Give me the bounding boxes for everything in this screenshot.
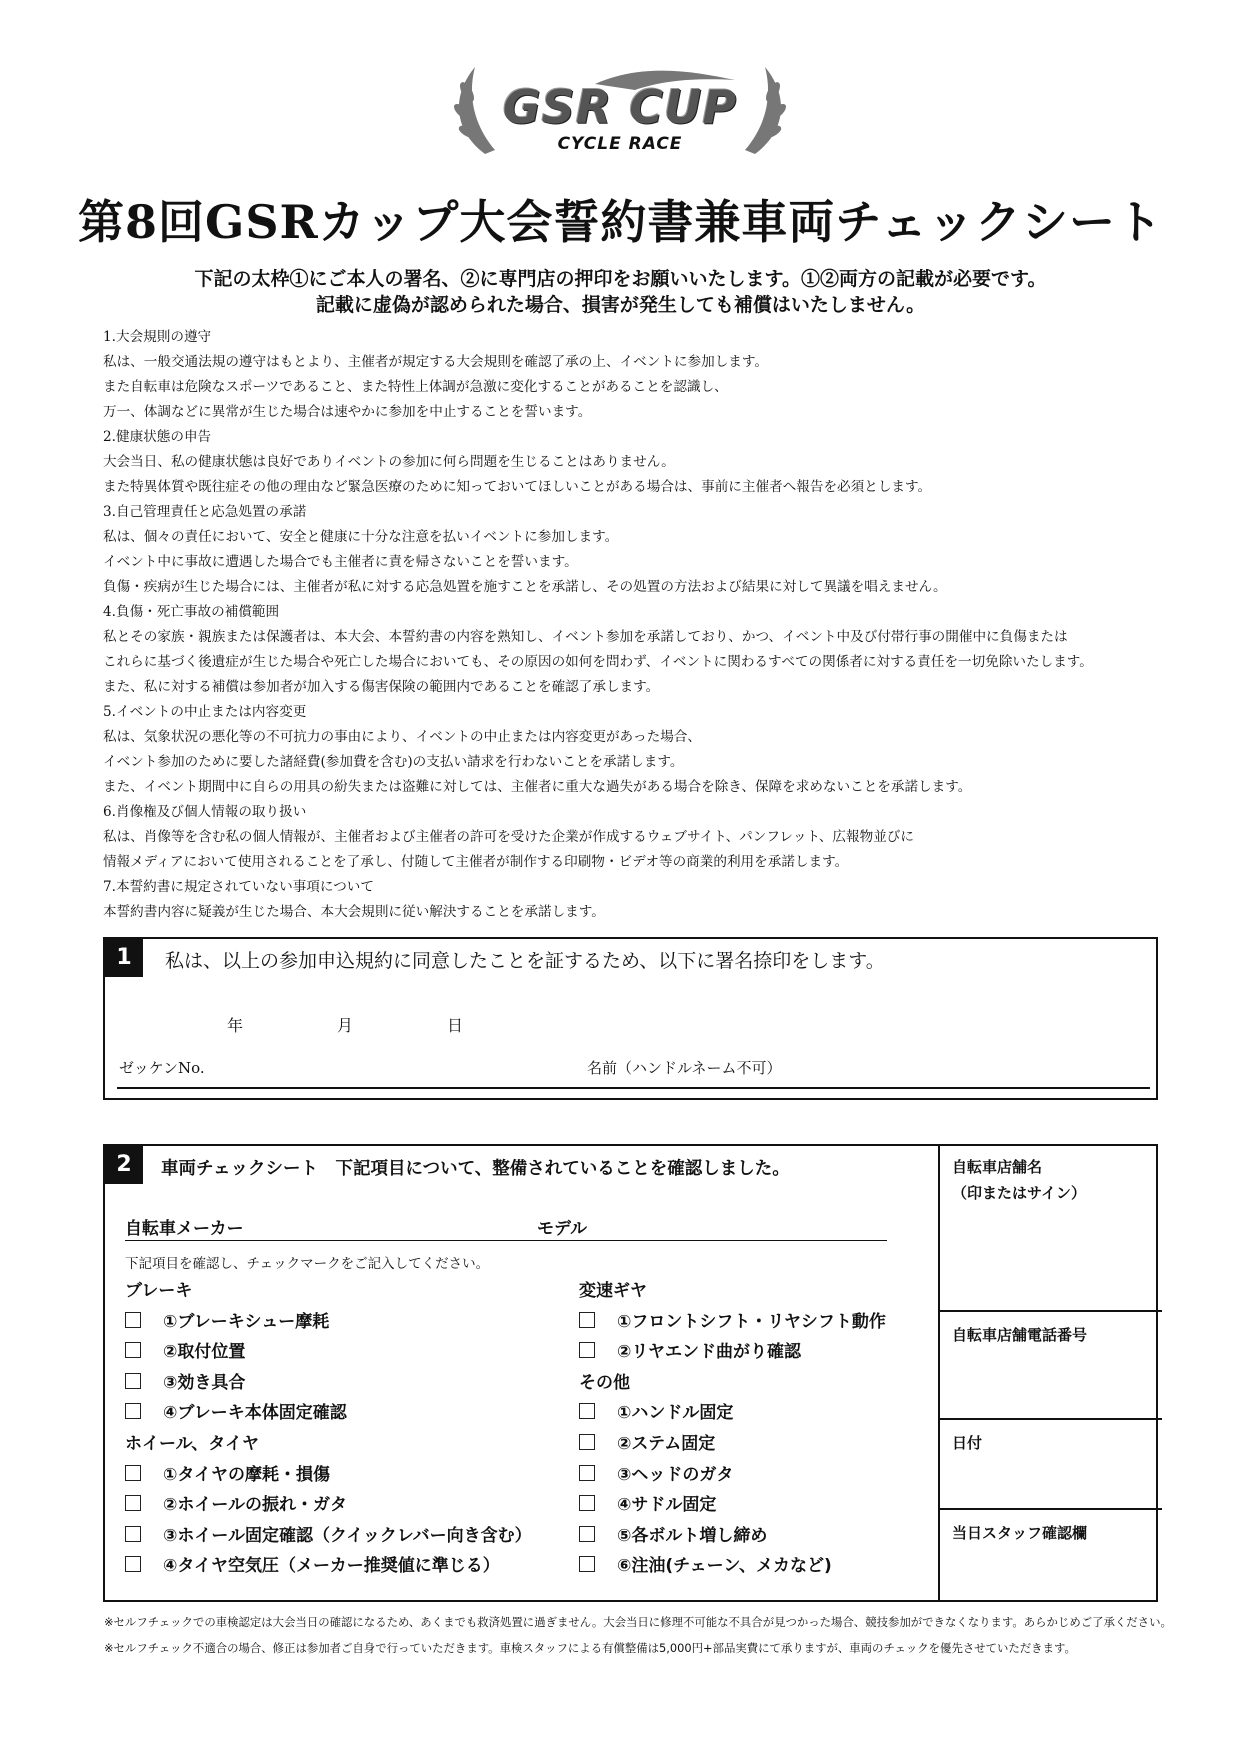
checkbox[interactable] [579, 1526, 595, 1542]
checklist-item-label: ③効き具合 [163, 1372, 246, 1393]
checklist-category: ブレーキ [125, 1281, 193, 1301]
checkbox[interactable] [125, 1403, 141, 1419]
checkbox[interactable] [125, 1465, 141, 1481]
subtitle-line-2: 記載に虚偽が認められた場合、損害が発生しても補償はいたしません。 [315, 294, 926, 316]
checklist-item[interactable] [125, 1307, 532, 1338]
terms-heading: 4.負傷・死亡事故の補償範囲 [103, 604, 280, 620]
checklist-item-label: ④サドル固定 [617, 1495, 717, 1516]
checklist-item-label: ②取付位置 [163, 1342, 246, 1363]
section-number-badge: 2 [105, 1146, 143, 1184]
terms-line: 私は、肖像等を含む私の個人情報が、主催者および主催者の許可を受けた企業が作成するウェブサイト、パンフレット、広報物並びに [103, 829, 914, 845]
checklist-item[interactable] [125, 1460, 532, 1491]
checklist-item[interactable] [579, 1398, 886, 1429]
section-number-badge: 1 [105, 939, 143, 977]
terms-heading: 1.大会規則の遵守 [103, 329, 212, 345]
terms-line: 本誓約書内容に疑義が生じた場合、本大会規則に従い解決することを承諾します。 [103, 904, 605, 920]
terms-line: 大会当日、私の健康状態は良好でありイベントの参加に何ら問題を生じることはありません。 [103, 454, 675, 470]
shop-confirmation-column [938, 1144, 1162, 1602]
checkbox[interactable] [125, 1342, 141, 1358]
checkbox[interactable] [125, 1526, 141, 1542]
checklist-item-label: ④ブレーキ本体固定確認 [163, 1403, 347, 1424]
subtitle-line-1: 下記の太枠①にご本人の署名、②に専門店の押印をお願いいたします。①②両方の記載が必要です。 [194, 268, 1047, 290]
terms-line: イベント中に事故に遭遇した場合でも主催者に責を帰さないことを誓います。 [103, 554, 578, 570]
checklist-item[interactable] [125, 1368, 532, 1399]
bib-number-field[interactable]: ゼッケンNo. [119, 1059, 205, 1077]
checklist-item[interactable] [579, 1460, 886, 1491]
footnote-1: ※セルフチェックでの車検認定は大会当日の確認になるため、あくまでも救済処置に過ぎません。大会当日に修理不可能な不具合が見つかった場合、競技参加ができなくなります。あらかじめご了承ください。 [104, 1615, 1172, 1629]
shop-phone-cell[interactable] [940, 1312, 1162, 1420]
checkbox[interactable] [579, 1556, 595, 1572]
terms-line: 私とその家族・親族または保護者は、本大会、本誓約書の内容を熟知し、イベント参加を承諾しており、かつ、イベント中及び付帯行事の開催中に負傷または [103, 629, 1068, 645]
year-field[interactable]: 年 [227, 1016, 244, 1035]
terms-line: また、私に対する補償は参加者が加入する傷害保険の範囲内であることを確認了承します。 [103, 679, 660, 695]
bike-maker-field[interactable]: 自転車メーカー [125, 1219, 244, 1239]
maker-underline [125, 1240, 887, 1241]
checklist-item[interactable] [579, 1429, 886, 1460]
checklist-item[interactable] [125, 1398, 532, 1429]
checklist-item[interactable] [125, 1337, 532, 1368]
checklist-item-label: ②リヤエンド曲がり確認 [617, 1342, 802, 1363]
checkbox[interactable] [579, 1495, 595, 1511]
staff-check-label: 当日スタッフ確認欄 [952, 1524, 1088, 1542]
terms-line: 私は、一般交通法規の遵守はもとより、主催者が規定する大会規則を確認了承の上、イベントに参加します。 [103, 354, 769, 370]
checkbox[interactable] [125, 1556, 141, 1572]
terms-heading: 5.イベントの中止または内容変更 [103, 704, 307, 720]
check-column-right [579, 1276, 886, 1582]
checkbox[interactable] [579, 1342, 595, 1358]
checklist-item-label: ②ステム固定 [617, 1433, 716, 1454]
terms-heading: 2.健康状態の申告 [103, 429, 212, 445]
checkbox[interactable] [125, 1495, 141, 1511]
checkbox[interactable] [579, 1312, 595, 1328]
checklist-category: ホイール、タイヤ [125, 1433, 259, 1454]
checklist-item[interactable] [579, 1551, 886, 1582]
terms-line: また自転車は危険なスポーツであること、また特性上体調が急激に変化することがあることを認識し、 [103, 379, 728, 395]
shop-phone-label: 自転車店舗電話番号 [952, 1326, 1088, 1344]
terms-line: 情報メディアにおいて使用されることを了承し、付随して主催者が制作する印刷物・ビデオ等の商業的利用を承諾します。 [103, 854, 849, 870]
vehicle-check-heading: 車両チェックシート 下記項目について、整備されていることを確認しました。 [161, 1159, 790, 1179]
terms-line: 万一、体調などに異常が生じた場合は速やかに参加を中止することを誓います。 [103, 404, 592, 420]
checklist-item-label: ①ハンドル固定 [617, 1403, 734, 1424]
checkbox[interactable] [579, 1465, 595, 1481]
date-label: 日付 [952, 1434, 983, 1452]
checklist-item-label: ③ホイール固定確認（クイックレバー向き含む） [163, 1525, 532, 1546]
checkbox[interactable] [579, 1403, 595, 1419]
checklist-item-label: ①ブレーキシュー摩耗 [163, 1311, 330, 1332]
terms-line: これらに基づく後遺症が生じた場合や死亡した場合においても、その原因の如何を問わず、イベントに関わるすべての関係者に対する責任を一切免除いたします。 [103, 654, 1093, 670]
name-field[interactable]: 名前（ハンドルネーム不可） [587, 1059, 782, 1077]
checklist-item-label: ①タイヤの摩耗・損傷 [163, 1464, 331, 1485]
agreement-statement: 私は、以上の参加申込規約に同意したことを証するため、以下に署名捺印をします。 [165, 950, 885, 972]
signature-section [103, 937, 1158, 1100]
vehicle-check-section [103, 1144, 1158, 1602]
terms-line: また特異体質や既往症その他の理由など緊急医療のために知っておいてほしいことがある場合は、事前に主催者へ報告を必須とします。 [103, 479, 932, 495]
checklist-item-label: ⑥注油(チェーン、メカなど) [617, 1556, 832, 1577]
checkbox[interactable] [125, 1373, 141, 1389]
checklist-item-label: ③ヘッドのガタ [617, 1464, 734, 1485]
terms-heading: 6.肖像権及び個人情報の取り扱い [103, 804, 307, 820]
month-field[interactable]: 月 [337, 1016, 354, 1035]
shop-name-cell[interactable] [940, 1144, 1162, 1312]
staff-check-cell[interactable] [940, 1510, 1162, 1602]
checklist-category: 変速ギヤ [579, 1281, 647, 1301]
checkbox[interactable] [125, 1312, 141, 1328]
checklist-item[interactable] [579, 1307, 886, 1338]
terms-line: また、イベント期間中に自らの用具の紛失または盗難に対しては、主催者に重大な過失がある場合を除き、保障を求めないことを承諾します。 [103, 779, 972, 795]
checkbox[interactable] [579, 1434, 595, 1450]
terms-text [103, 325, 1213, 925]
checklist-item-label: ⑤各ボルト増し締め [617, 1525, 768, 1546]
checklist-item-label: ①フロントシフト・リヤシフト動作 [617, 1311, 886, 1332]
checklist-category: その他 [579, 1372, 630, 1393]
terms-line: 私は、個々の責任において、安全と健康に十分な注意を払いイベントに参加します。 [103, 529, 619, 545]
shop-name-label: 自転車店舗名 [952, 1158, 1043, 1176]
logo-text: GSR CUP [502, 80, 738, 134]
check-column-left [125, 1276, 532, 1582]
footnote-2: ※セルフチェック不適合の場合、修正は参加者ご自身で行っていただきます。車検スタッフによる有償整備は5,000円+部品実費にて承りますが、車両のチェックを優先させていただきます。 [104, 1641, 1076, 1655]
logo-subtext: CYCLE RACE [557, 134, 683, 154]
check-instruction: 下記項目を確認し、チェックマークをご記入してください。 [125, 1256, 490, 1272]
checklist-item[interactable] [125, 1490, 532, 1521]
event-logo [445, 62, 795, 162]
checklist-item-label: ②ホイールの振れ・ガタ [163, 1495, 348, 1516]
terms-line: 私は、気象状況の悪化等の不可抗力の事由により、イベントの中止または内容変更があった場合、 [103, 729, 701, 745]
checklist-item[interactable] [579, 1521, 886, 1552]
checklist-item[interactable] [125, 1521, 532, 1552]
checklist-item[interactable] [579, 1337, 886, 1368]
date-cell[interactable] [940, 1420, 1162, 1510]
signature-line [117, 1087, 1150, 1089]
page-title: 第8回GSRカップ大会誓約書兼車両チェックシート [78, 195, 1163, 249]
checklist-item[interactable] [579, 1490, 886, 1521]
terms-heading: 7.本誓約書に規定されていない事項について [103, 879, 374, 895]
terms-line: イベント参加のために要した諸経費(参加費を含む)の支払い請求を行わないことを承諾します。 [103, 754, 684, 770]
bike-model-field[interactable]: モデル [537, 1219, 588, 1239]
checklist-item-label: ④タイヤ空気圧（メーカー推奨値に準じる） [163, 1556, 500, 1577]
terms-heading: 3.自己管理責任と応急処置の承諾 [103, 504, 307, 520]
terms-line: 負傷・疾病が生じた場合には、主催者が私に対する応急処置を施すことを承諾し、その処置の方法および結果に対して異議を唱えません。 [103, 579, 947, 595]
shop-name-sublabel: （印またはサイン） [952, 1184, 1086, 1202]
day-field[interactable]: 日 [447, 1016, 464, 1035]
checklist-item[interactable] [125, 1551, 532, 1582]
